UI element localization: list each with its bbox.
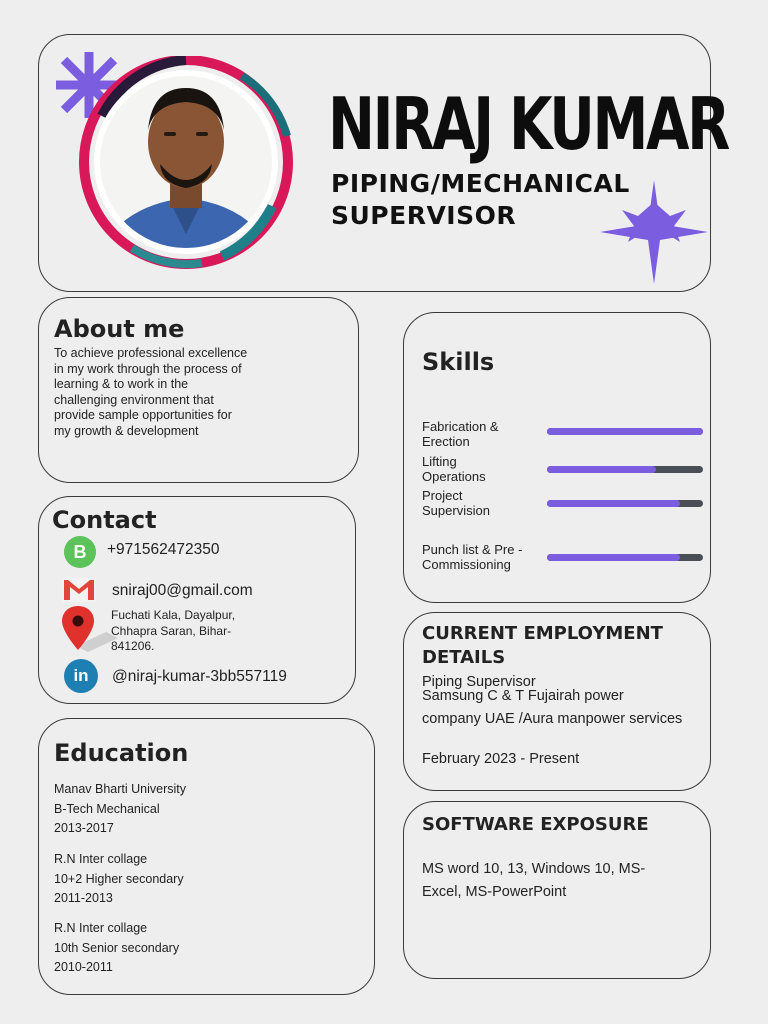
education-entry-line1: R.N Inter collage [54,852,148,866]
profile-photo [72,56,302,270]
employment-period: February 2023 - Present [422,751,580,767]
candidate-role-line1: PIPING/MECHANICAL [331,169,630,198]
education-entry-line2: 10+2 Higher secondary [54,871,184,886]
linkedin-icon [64,659,98,693]
software-text: MS word 10, 13, Windows 10, MS-Excel, MS-PowerPoint [422,861,646,900]
gmail-icon [62,578,96,602]
skill-bar-fill [547,428,703,435]
education-entry [54,850,184,909]
education-entry-line1: Manav Bharti University [54,782,186,796]
education-entry-line1: R.N Inter collage [54,921,148,935]
skill-bar [547,466,703,473]
employment-company: Samsung C & T Fujairah power company UAE /Aura manpower services [422,688,683,727]
education-entry-line3: 2011-2013 [54,891,113,905]
education-entry-line3: 2013-2017 [54,821,114,835]
contact-email[interactable]: sniraj00@gmail.com [112,582,253,599]
skill-label: Project Supervision [422,488,490,518]
education-entry-line2: B-Tech Mechanical [54,801,160,816]
education-entry [54,919,179,978]
skills-title: Skills [422,348,495,376]
education-entry-line2: 10th Senior secondary [54,940,180,955]
candidate-role-line2: SUPERVISOR [331,201,517,230]
linkedin-icon-glyph: in [73,666,89,685]
contact-title: Contact [52,506,157,534]
whatsapp-icon-glyph: B [73,542,87,562]
about-title: About me [54,315,185,343]
about-text: To achieve professional excellence in my work through the process of learning & to work in the challenging environment that provide sample opportunities for my growth & development [54,346,248,438]
contact-address: Fuchati Kala, Dayalpur, Chhapra Saran, Bihar-841206. [111,608,236,653]
whatsapp-icon [64,536,96,568]
employment-title: CURRENT EMPLOYMENT DETAILS [422,623,663,668]
skill-label: Punch list & Pre - Commissioning [422,542,523,572]
candidate-name: NIRAJ KUMAR [328,82,729,166]
skill-label: Fabrication & Erection [422,419,499,449]
contact-phone[interactable]: +971562472350 [107,541,220,558]
employment-position: Piping Supervisor [422,674,536,690]
sparkle-star-icon [600,180,708,284]
contact-linkedin[interactable]: @niraj-kumar-3bb557119 [112,668,287,685]
education-entry [54,780,186,839]
software-title: SOFTWARE EXPOSURE [422,814,649,835]
education-title: Education [54,739,189,767]
skill-bar [547,500,703,507]
skill-bar-fill [547,554,680,561]
skill-bar [547,428,703,435]
skill-bar-fill [547,500,680,507]
location-pin-icon [62,606,118,652]
skill-label: Lifting Operations [422,454,486,484]
education-entry-line3: 2010-2011 [54,960,113,974]
skill-bar [547,554,703,561]
skill-bar-fill [547,466,656,473]
